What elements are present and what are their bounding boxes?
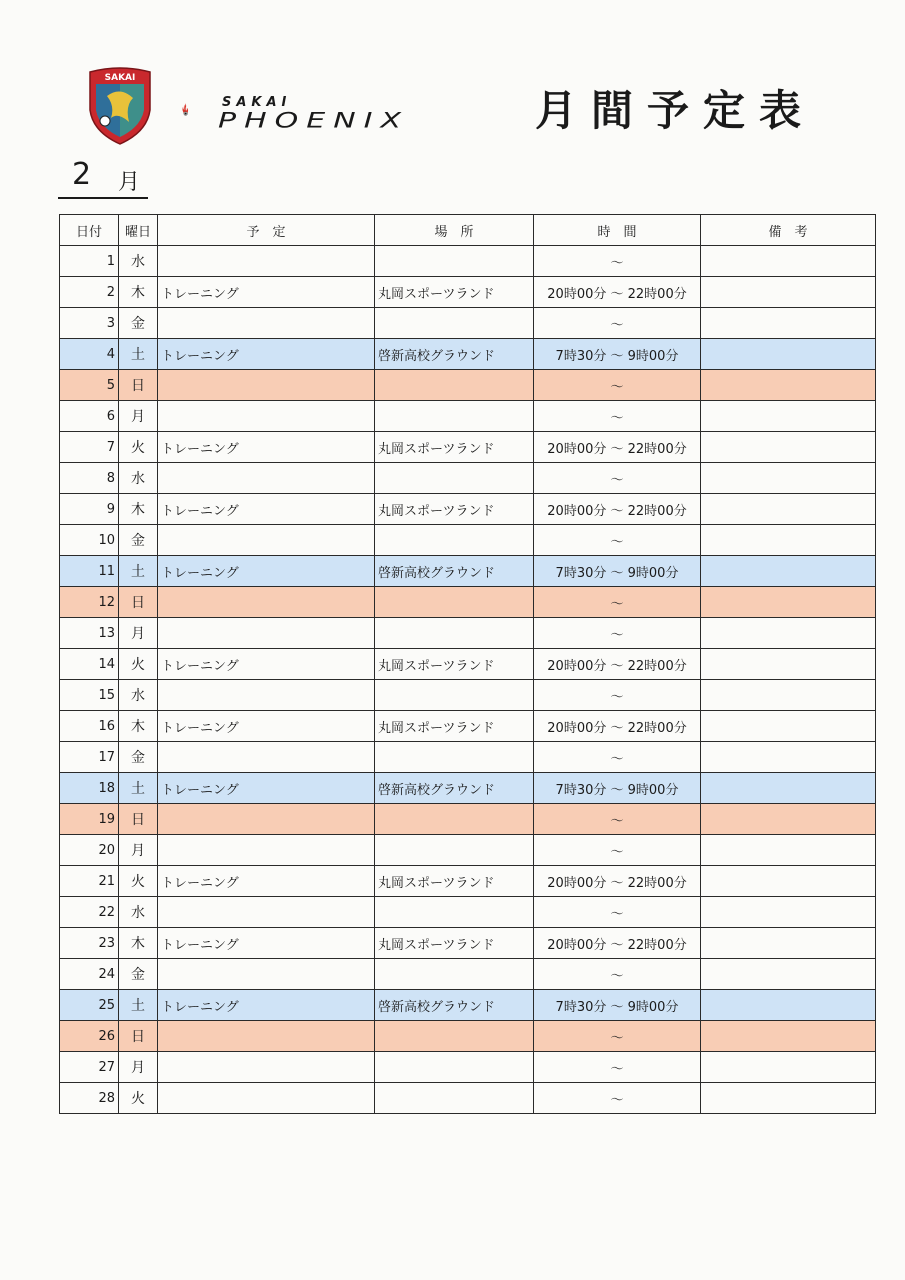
date-cell: 16	[60, 711, 119, 742]
event-cell: トレーニング	[158, 432, 375, 463]
weekday-cell: 土	[119, 773, 158, 804]
place-cell	[375, 680, 534, 711]
place-cell	[375, 1083, 534, 1114]
header-date: 日付	[60, 215, 119, 246]
note-cell	[701, 308, 876, 339]
table-row	[60, 587, 876, 618]
event-cell: トレーニング	[158, 494, 375, 525]
time-cell: 〜	[534, 804, 701, 835]
table-row	[60, 1021, 876, 1052]
time-cell: 〜	[534, 587, 701, 618]
date-cell: 13	[60, 618, 119, 649]
date-cell: 15	[60, 680, 119, 711]
place-cell: 啓新高校グラウンド	[375, 339, 534, 370]
weekday-cell: 火	[119, 1083, 158, 1114]
note-cell	[701, 618, 876, 649]
weekday-cell: 木	[119, 711, 158, 742]
place-cell: 啓新高校グラウンド	[375, 773, 534, 804]
event-cell	[158, 401, 375, 432]
note-cell	[701, 897, 876, 928]
note-cell	[701, 401, 876, 432]
club-crest-logo	[85, 66, 155, 146]
table-row	[60, 680, 876, 711]
weekday-cell: 水	[119, 680, 158, 711]
time-cell: 20時00分 〜 22時00分	[534, 277, 701, 308]
schedule-rows	[60, 246, 876, 1114]
place-cell	[375, 401, 534, 432]
date-cell: 3	[60, 308, 119, 339]
table-row	[60, 401, 876, 432]
note-cell	[701, 711, 876, 742]
place-cell: 啓新高校グラウンド	[375, 556, 534, 587]
event-cell	[158, 1083, 375, 1114]
note-cell	[701, 1021, 876, 1052]
weekday-cell: 土	[119, 990, 158, 1021]
time-cell: 〜	[534, 835, 701, 866]
place-cell: 丸岡スポーツランド	[375, 866, 534, 897]
time-cell: 〜	[534, 525, 701, 556]
event-cell	[158, 835, 375, 866]
weekday-cell: 日	[119, 587, 158, 618]
event-cell: トレーニング	[158, 773, 375, 804]
note-cell	[701, 246, 876, 277]
header-time: 時 間	[534, 215, 701, 246]
event-cell	[158, 618, 375, 649]
event-cell	[158, 246, 375, 277]
table-row	[60, 463, 876, 494]
weekday-cell: 木	[119, 277, 158, 308]
table-row	[60, 246, 876, 277]
table-row	[60, 1083, 876, 1114]
weekday-cell: 木	[119, 928, 158, 959]
table-row	[60, 370, 876, 401]
place-cell: 丸岡スポーツランド	[375, 494, 534, 525]
table-row	[60, 308, 876, 339]
date-cell: 25	[60, 990, 119, 1021]
weekday-cell: 木	[119, 494, 158, 525]
place-cell	[375, 804, 534, 835]
date-cell: 20	[60, 835, 119, 866]
table-row	[60, 1052, 876, 1083]
table-row	[60, 556, 876, 587]
time-cell: 〜	[534, 680, 701, 711]
table-row	[60, 711, 876, 742]
place-cell	[375, 308, 534, 339]
table-row	[60, 525, 876, 556]
event-cell	[158, 1052, 375, 1083]
note-cell	[701, 370, 876, 401]
note-cell	[701, 773, 876, 804]
time-cell: 〜	[534, 897, 701, 928]
note-cell	[701, 339, 876, 370]
note-cell	[701, 990, 876, 1021]
table-row	[60, 866, 876, 897]
table-row	[60, 835, 876, 866]
time-cell: 〜	[534, 1021, 701, 1052]
place-cell	[375, 246, 534, 277]
note-cell	[701, 804, 876, 835]
table-row	[60, 959, 876, 990]
date-cell: 6	[60, 401, 119, 432]
note-cell	[701, 1083, 876, 1114]
time-cell: 〜	[534, 959, 701, 990]
event-cell	[158, 587, 375, 618]
note-cell	[701, 928, 876, 959]
header-note: 備 考	[701, 215, 876, 246]
time-cell: 〜	[534, 370, 701, 401]
date-cell: 8	[60, 463, 119, 494]
date-cell: 10	[60, 525, 119, 556]
place-cell	[375, 587, 534, 618]
brand-subtitle: SAKAI	[222, 95, 292, 110]
weekday-cell: 月	[119, 1052, 158, 1083]
time-cell: 20時00分 〜 22時00分	[534, 866, 701, 897]
note-cell	[701, 959, 876, 990]
weekday-cell: 金	[119, 525, 158, 556]
event-cell: トレーニング	[158, 711, 375, 742]
note-cell	[701, 835, 876, 866]
date-cell: 26	[60, 1021, 119, 1052]
note-cell	[701, 866, 876, 897]
weekday-cell: 土	[119, 339, 158, 370]
weekday-cell: 金	[119, 308, 158, 339]
note-cell	[701, 556, 876, 587]
date-cell: 17	[60, 742, 119, 773]
event-cell	[158, 525, 375, 556]
date-cell: 27	[60, 1052, 119, 1083]
table-row	[60, 432, 876, 463]
page-title: 月間予定表	[535, 86, 816, 135]
event-cell	[158, 804, 375, 835]
date-cell: 9	[60, 494, 119, 525]
date-cell: 23	[60, 928, 119, 959]
event-cell	[158, 897, 375, 928]
table-row	[60, 773, 876, 804]
table-header-row	[60, 215, 876, 246]
event-cell	[158, 370, 375, 401]
place-cell: 丸岡スポーツランド	[375, 711, 534, 742]
table-row	[60, 494, 876, 525]
table-row	[60, 618, 876, 649]
date-cell: 11	[60, 556, 119, 587]
time-cell: 20時00分 〜 22時00分	[534, 494, 701, 525]
event-cell: トレーニング	[158, 928, 375, 959]
event-cell	[158, 463, 375, 494]
table-row	[60, 277, 876, 308]
date-cell: 5	[60, 370, 119, 401]
place-cell	[375, 370, 534, 401]
date-cell: 7	[60, 432, 119, 463]
note-cell	[701, 525, 876, 556]
date-cell: 18	[60, 773, 119, 804]
weekday-cell: 日	[119, 370, 158, 401]
table-row	[60, 990, 876, 1021]
weekday-cell: 火	[119, 866, 158, 897]
time-cell: 〜	[534, 1052, 701, 1083]
time-cell: 20時00分 〜 22時00分	[534, 711, 701, 742]
place-cell	[375, 463, 534, 494]
date-cell: 21	[60, 866, 119, 897]
time-cell: 20時00分 〜 22時00分	[534, 432, 701, 463]
time-cell: 7時30分 〜 9時00分	[534, 990, 701, 1021]
place-cell: 丸岡スポーツランド	[375, 928, 534, 959]
note-cell	[701, 742, 876, 773]
place-cell: 丸岡スポーツランド	[375, 432, 534, 463]
time-cell: 7時30分 〜 9時00分	[534, 556, 701, 587]
date-cell: 2	[60, 277, 119, 308]
weekday-cell: 日	[119, 804, 158, 835]
time-cell: 7時30分 〜 9時00分	[534, 339, 701, 370]
weekday-cell: 金	[119, 959, 158, 990]
month-label	[58, 155, 148, 199]
time-cell: 〜	[534, 246, 701, 277]
date-cell: 1	[60, 246, 119, 277]
event-cell: トレーニング	[158, 339, 375, 370]
place-cell	[375, 1052, 534, 1083]
time-cell: 7時30分 〜 9時00分	[534, 773, 701, 804]
event-cell: トレーニング	[158, 649, 375, 680]
weekday-cell: 月	[119, 618, 158, 649]
note-cell	[701, 587, 876, 618]
weekday-cell: 水	[119, 897, 158, 928]
date-cell: 28	[60, 1083, 119, 1114]
date-cell: 14	[60, 649, 119, 680]
note-cell	[701, 432, 876, 463]
note-cell	[701, 463, 876, 494]
place-cell	[375, 618, 534, 649]
date-cell: 4	[60, 339, 119, 370]
header-weekday: 曜日	[119, 215, 158, 246]
event-cell	[158, 1021, 375, 1052]
weekday-cell: 土	[119, 556, 158, 587]
event-cell: トレーニング	[158, 556, 375, 587]
time-cell: 20時00分 〜 22時00分	[534, 649, 701, 680]
date-cell: 22	[60, 897, 119, 928]
event-cell	[158, 680, 375, 711]
header-place: 場 所	[375, 215, 534, 246]
note-cell	[701, 1052, 876, 1083]
month-unit: 月	[118, 170, 141, 195]
note-cell	[701, 494, 876, 525]
time-cell: 20時00分 〜 22時00分	[534, 928, 701, 959]
place-cell	[375, 1021, 534, 1052]
weekday-cell: 火	[119, 432, 158, 463]
table-row	[60, 742, 876, 773]
table-row	[60, 928, 876, 959]
note-cell	[701, 277, 876, 308]
header-event: 予 定	[158, 215, 375, 246]
weekday-cell: 火	[119, 649, 158, 680]
event-cell: トレーニング	[158, 990, 375, 1021]
weekday-cell: 月	[119, 835, 158, 866]
weekday-cell: 月	[119, 401, 158, 432]
event-cell	[158, 959, 375, 990]
crest-text: SAKAI	[104, 73, 136, 83]
place-cell	[375, 742, 534, 773]
place-cell	[375, 897, 534, 928]
note-cell	[701, 649, 876, 680]
time-cell: 〜	[534, 742, 701, 773]
place-cell	[375, 959, 534, 990]
time-cell: 〜	[534, 618, 701, 649]
note-cell	[701, 680, 876, 711]
place-cell: 丸岡スポーツランド	[375, 277, 534, 308]
brand-name: PHOENIX	[218, 108, 410, 134]
page-header	[0, 0, 905, 210]
event-cell: トレーニング	[158, 277, 375, 308]
event-cell: トレーニング	[158, 866, 375, 897]
date-cell: 24	[60, 959, 119, 990]
place-cell: 丸岡スポーツランド	[375, 649, 534, 680]
table-row	[60, 339, 876, 370]
date-cell: 19	[60, 804, 119, 835]
time-cell: 〜	[534, 1083, 701, 1114]
date-cell: 12	[60, 587, 119, 618]
time-cell: 〜	[534, 308, 701, 339]
weekday-cell: 日	[119, 1021, 158, 1052]
table-row	[60, 649, 876, 680]
weekday-cell: 金	[119, 742, 158, 773]
schedule-table	[59, 214, 876, 1114]
weekday-cell: 水	[119, 246, 158, 277]
time-cell: 〜	[534, 463, 701, 494]
table-row	[60, 804, 876, 835]
place-cell	[375, 525, 534, 556]
event-cell	[158, 308, 375, 339]
time-cell: 〜	[534, 401, 701, 432]
month-number: 2	[72, 157, 92, 192]
place-cell	[375, 835, 534, 866]
event-cell	[158, 742, 375, 773]
table-row	[60, 897, 876, 928]
place-cell: 啓新高校グラウンド	[375, 990, 534, 1021]
weekday-cell: 水	[119, 463, 158, 494]
